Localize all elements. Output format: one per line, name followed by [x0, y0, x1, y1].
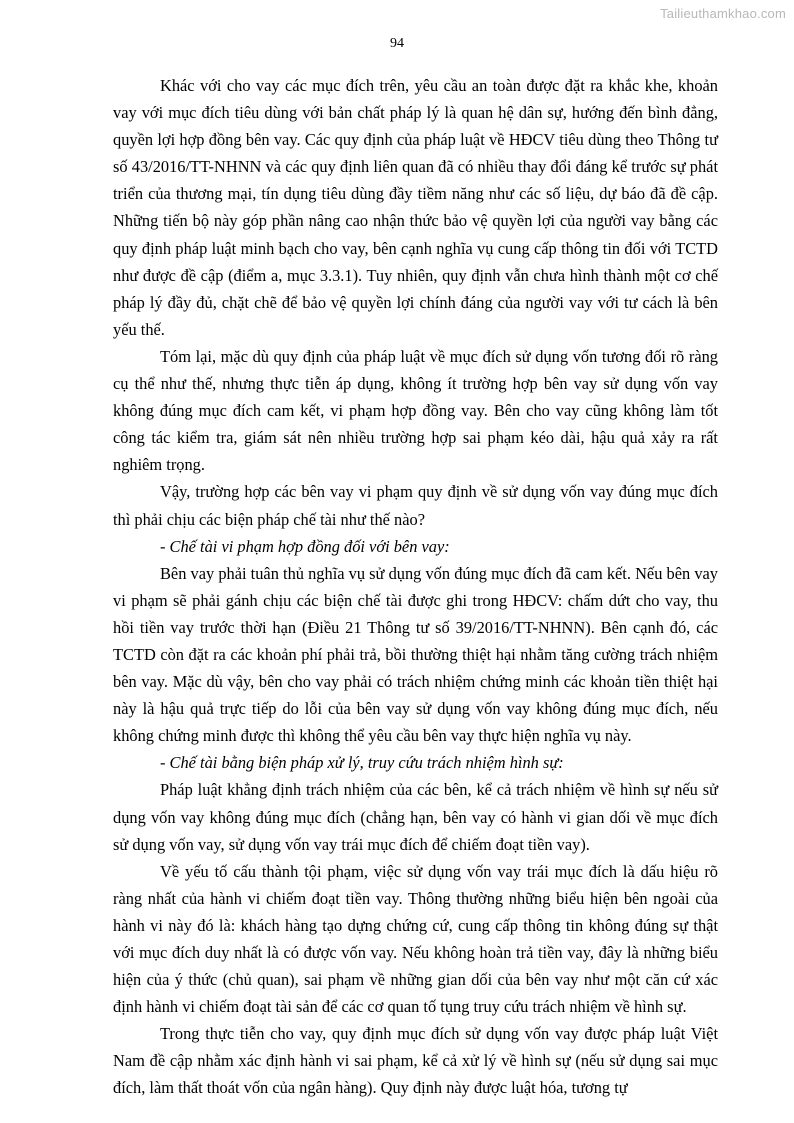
- page-number: 94: [390, 36, 404, 51]
- paragraph: Bên vay phải tuân thủ nghĩa vụ sử dụng vốn đúng mục đích đã cam kết. Nếu bên vay vi phạm sẽ phải gánh chịu các biện chế tài được ghi trong HĐCV: chấm dứt cho vay, thu hồi tiền vay trước thời hạn (Điều 21 Thông tư số 39/2016/TT-NHNN). Bên cạnh đó, các TCTD còn đặt ra các khoản phí phải trả, bồi thường thiệt hại nhằm tăng cường trách nhiệm bên vay. Mặc dù vậy, bên cho vay phải có trách nhiệm chứng minh các khoản tiền thiệt hại này là hậu quả trực tiếp do lỗi của bên vay sử dụng vốn vay không đúng mục đích, nếu không chứng minh được thì không thể yêu cầu bên vay thực hiện nghĩa vụ này.: [113, 563, 718, 746]
- watermark: Tailieuthamkhao.com: [660, 6, 786, 21]
- paragraph: Trong thực tiễn cho vay, quy định mục đích sử dụng vốn vay được pháp luật Việt Nam đề cập nhằm xác định hành vi sai phạm, kể cả xử lý về hình sự (nếu sử dụng sai mục đích, làm thất thoát vốn của ngân hàng). Quy định này được luật hóa, tương tự: [113, 1024, 718, 1098]
- paragraph: Khác với cho vay các mục đích trên, yêu cầu an toàn được đặt ra khắc khe, khoản vay với mục đích tiêu dùng với bản chất pháp lý là quan hệ dân sự, hướng đến bình đẳng, quyền lợi hợp đồng bên vay. Các quy định của pháp luật về HĐCV tiêu dùng theo Thông tư số 43/2016/TT-NHNN và các quy định liên quan đã có nhiều thay đổi đáng kể trước sự phát triển của thương mại, tín dụng tiêu dùng đầy tiềm năng như các số liệu, dự báo đã đề cập. Những tiến bộ này góp phần nâng cao nhận thức bảo vệ quyền lợi của người vay bằng các quy định pháp luật minh bạch cho vay, bên cạnh nghĩa vụ cung cấp thông tin đối với TCTD như được đề cập (điểm a, mục 3.3.1). Tuy nhiên, quy định vẫn chưa hình thành một cơ chế pháp lý đầy đủ, chặt chẽ để bảo vệ quyền lợi chính đáng của người vay với tư cách là bên yếu thế.: [113, 76, 718, 339]
- paragraph: Vậy, trường hợp các bên vay vi phạm quy định về sử dụng vốn vay đúng mục đích thì phải chịu các biện pháp chế tài như thế nào?: [113, 482, 718, 529]
- paragraph: Pháp luật khẳng định trách nhiệm của các bên, kể cả trách nhiệm về hình sự nếu sử dụng vốn vay không đúng mục đích (chẳng hạn, bên vay có hành vi gian dối về mục đích sử dụng vốn vay, sử dụng vốn vay trái mục đích để chiếm đoạt tiền vay).: [113, 780, 718, 854]
- paragraph: Tóm lại, mặc dù quy định của pháp luật về mục đích sử dụng vốn tương đối rõ ràng cụ thể như thế, nhưng thực tiễn áp dụng, không ít trường hợp bên vay sử dụng vốn vay không đúng mục đích cam kết, vi phạm hợp đồng vay. Bên cho vay cũng không làm tốt công tác kiểm tra, giám sát nên nhiều trường hợp sai phạm kéo dài, hậu quả xảy ra rất nghiêm trọng.: [113, 346, 718, 475]
- body-text: [113, 72, 718, 1102]
- paragraph: Về yếu tố cấu thành tội phạm, việc sử dụng vốn vay trái mục đích là dấu hiệu rõ ràng nhất của hành vi chiếm đoạt tiền vay. Thông thường những biểu hiện bên ngoài của hành vi này đó là: khách hàng tạo dựng chứng cứ, cung cấp thông tin không đúng sự thật với mục đích duy nhất là có được vốn vay. Nếu không hoàn trả tiền vay, đây là những biểu hiện của ý thức (chủ quan), sai phạm về những gian dối của bên vay như một căn cứ xác định hành vi chiếm đoạt tài sản để các cơ quan tố tụng truy cứu trách nhiệm về hình sự.: [113, 861, 718, 1017]
- section-heading: - Chế tài bằng biện pháp xử lý, truy cứu trách nhiệm hình sự:: [160, 753, 564, 773]
- section-heading: - Chế tài vi phạm hợp đồng đối với bên vay:: [160, 536, 450, 556]
